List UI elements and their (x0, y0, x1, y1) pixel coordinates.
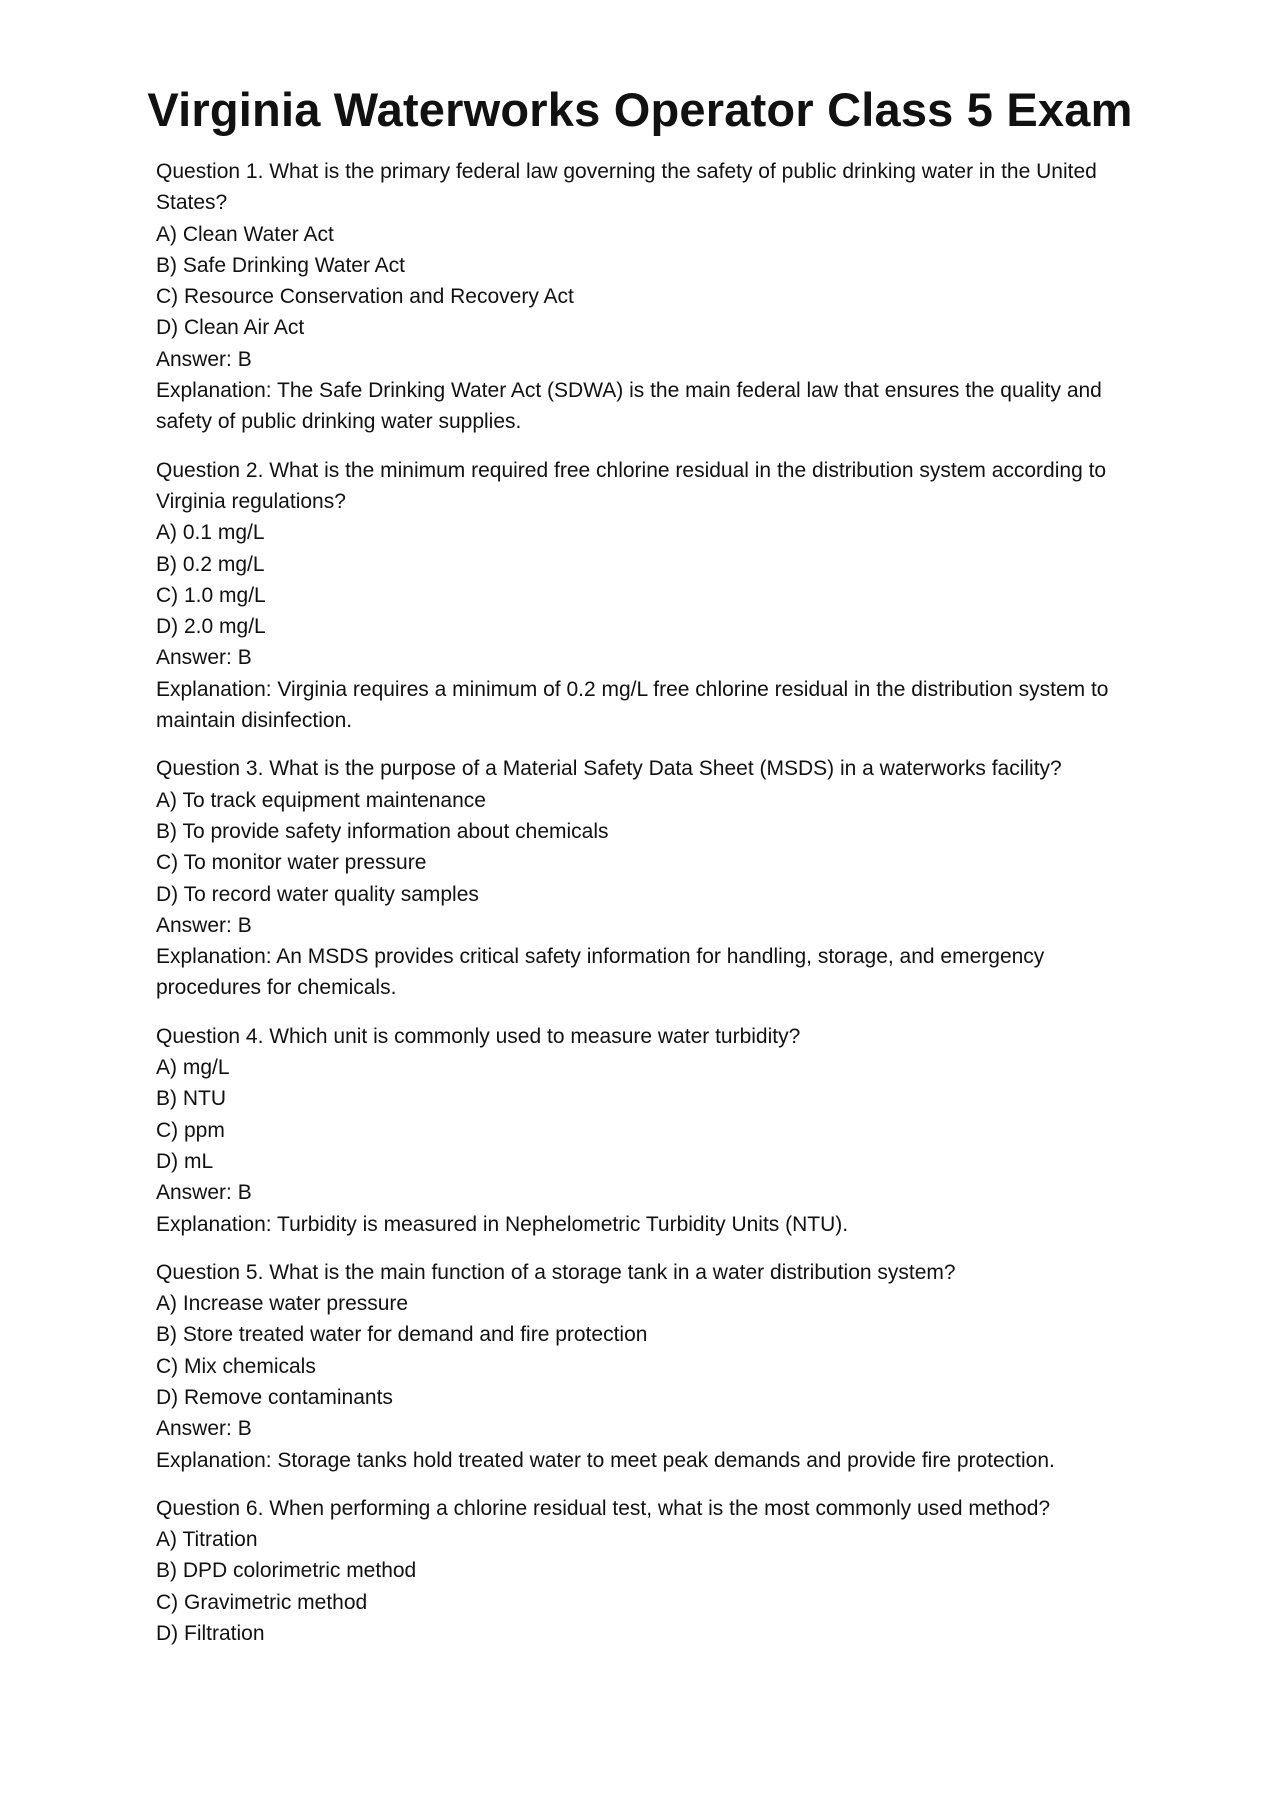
answer-text: Answer: B (156, 646, 252, 670)
question-block-2 (156, 455, 1116, 737)
answer-text: Answer: B (156, 347, 252, 371)
question-block-4 (156, 1021, 1116, 1240)
question-block-6 (156, 1493, 1116, 1649)
question-text: Question 1. What is the primary federal law governing the safety of public drinking water in the United States? (156, 160, 1097, 215)
question-block-3 (156, 753, 1116, 1003)
option-b: B) 0.2 mg/L (156, 552, 265, 576)
answer-text: Answer: B (156, 1181, 252, 1205)
option-d: D) 2.0 mg/L (156, 615, 266, 639)
option-c: C) Gravimetric method (156, 1590, 368, 1614)
explanation-text: Explanation: Virginia requires a minimum of 0.2 mg/L free chlorine residual in the distribution system to maintain disinfection. (156, 677, 1109, 733)
question-block-1 (156, 156, 1116, 438)
option-d: D) Filtration (156, 1622, 265, 1646)
option-a: A) Increase water pressure (156, 1292, 409, 1316)
option-a: A) Titration (156, 1528, 258, 1552)
question-text: Question 3. What is the purpose of a Material Safety Data Sheet (MSDS) in a waterworks facility? (156, 757, 1062, 781)
option-b: B) NTU (156, 1087, 226, 1111)
explanation-text: Explanation: An MSDS provides critical safety information for handling, storage, and emergency procedures for chemicals. (156, 945, 1045, 1000)
question-list (156, 156, 1116, 1666)
option-b: B) Safe Drinking Water Act (156, 253, 405, 277)
option-a: A) To track equipment maintenance (156, 788, 486, 812)
option-c: C) ppm (156, 1118, 225, 1142)
option-b: B) Store treated water for demand and fire protection (156, 1323, 648, 1347)
question-text: Question 4. Which unit is commonly used to measure water turbidity? (156, 1024, 801, 1048)
explanation-text: Explanation: The Safe Drinking Water Act (SDWA) is the main federal law that ensures the quality and safety of public drinking water supplies. (156, 379, 1102, 434)
page-title: Virginia Waterworks Operator Class 5 Exam (147, 83, 1133, 136)
question-text: Question 2. What is the minimum required free chlorine residual in the distribution system according to Virginia regulations? (156, 458, 1107, 513)
option-c: C) To monitor water pressure (156, 851, 427, 875)
option-d: D) Clean Air Act (156, 316, 305, 340)
option-c: C) Resource Conservation and Recovery Act (156, 285, 574, 309)
option-a: A) mg/L (156, 1056, 230, 1080)
option-a: A) Clean Water Act (156, 222, 334, 246)
explanation-text: Explanation: Turbidity is measured in Nephelometric Turbidity Units (NTU). (156, 1212, 849, 1236)
option-c: C) 1.0 mg/L (156, 583, 266, 607)
answer-text: Answer: B (156, 1417, 252, 1441)
explanation-text: Explanation: Storage tanks hold treated water to meet peak demands and provide fire protection. (156, 1448, 1055, 1472)
option-a: A) 0.1 mg/L (156, 521, 265, 545)
option-d: D) mL (156, 1149, 214, 1173)
option-d: D) Remove contaminants (156, 1385, 393, 1409)
option-c: C) Mix chemicals (156, 1354, 316, 1378)
option-b: B) To provide safety information about chemicals (156, 819, 609, 843)
question-block-5 (156, 1257, 1116, 1476)
answer-text: Answer: B (156, 913, 252, 937)
question-text: Question 5. What is the main function of a storage tank in a water distribution system? (156, 1260, 956, 1284)
option-b: B) DPD colorimetric method (156, 1559, 417, 1583)
option-d: D) To record water quality samples (156, 882, 479, 906)
question-text: Question 6. When performing a chlorine residual test, what is the most commonly used method? (156, 1496, 1051, 1520)
